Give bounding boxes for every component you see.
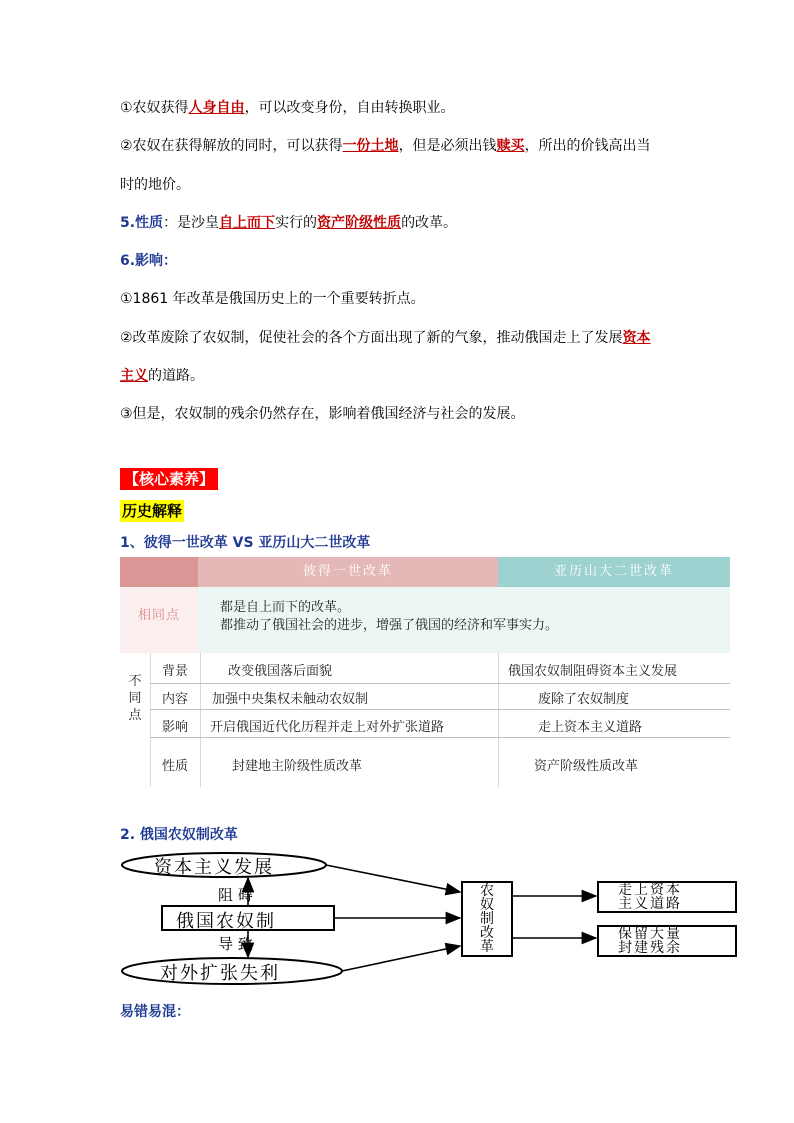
highlight: 资本 xyxy=(622,330,651,346)
header-alexander: 亚历山大二世改革 xyxy=(498,557,730,587)
divider xyxy=(498,653,499,787)
same-line-2: 都推动了俄国社会的进步，增强了俄国的经济和军事实力。 xyxy=(220,618,559,633)
text: ，但是必须出钱 xyxy=(398,138,497,154)
center-char: 制 xyxy=(480,911,494,927)
center-char: 改 xyxy=(480,925,494,941)
cell-peter: 封建地主阶级性质改革 xyxy=(232,759,363,774)
lower-relation: 导 致 xyxy=(218,935,253,953)
impact-2-cont xyxy=(120,366,204,386)
row-label: 影响 xyxy=(162,720,189,735)
comparison-table xyxy=(120,557,730,787)
center-char: 农 xyxy=(480,883,494,899)
paragraph-land xyxy=(120,136,651,156)
cell-alexander: 废除了农奴制度 xyxy=(538,692,630,707)
text: ②农奴在获得解放的同时，可以获得 xyxy=(120,138,343,154)
header-blank xyxy=(120,557,198,587)
section-2-title: 2. 俄国农奴制改革 xyxy=(120,827,238,843)
bottom-to-center xyxy=(342,946,460,971)
out2-line: 保留大量 xyxy=(618,926,682,942)
bottom-label: 对外扩张失利 xyxy=(160,963,280,984)
row-label: 性质 xyxy=(162,759,189,774)
diff-char: 同 xyxy=(128,691,142,706)
cell-peter: 加强中央集权未触动农奴制 xyxy=(212,692,369,707)
label: 5.性质 xyxy=(120,215,164,231)
diff-char: 点 xyxy=(128,708,142,723)
divider xyxy=(150,737,730,738)
top-to-center xyxy=(326,865,460,892)
same-row xyxy=(120,587,730,653)
out2-label xyxy=(618,927,682,955)
row-label: 背景 xyxy=(162,664,189,679)
highlight: 人身自由 xyxy=(188,100,245,116)
paragraph-land-cont: 时的地价。 xyxy=(120,177,190,193)
divider xyxy=(150,653,151,787)
center-char: 奴 xyxy=(480,897,494,913)
divider xyxy=(150,709,730,710)
center-char: 革 xyxy=(480,939,494,955)
impact-3: ③但是，农奴制的残余仍然存在，影响着俄国经济与社会的发展。 xyxy=(120,406,525,422)
highlight: 一份土地 xyxy=(342,138,399,154)
impact-2 xyxy=(120,328,651,348)
header-peter: 彼得一世改革 xyxy=(198,557,498,587)
diff-char: 不 xyxy=(128,674,142,689)
history-title: 历史解释 xyxy=(122,502,183,520)
highlight: 赎买 xyxy=(496,138,525,154)
divider xyxy=(200,653,201,787)
text: ：是沙皇 xyxy=(163,215,220,231)
text: 的改革。 xyxy=(401,215,458,231)
top-label: 资本主义发展 xyxy=(154,857,274,878)
text: 的道路。 xyxy=(148,368,204,384)
divider xyxy=(150,683,730,684)
upper-relation: 阻 碍 xyxy=(218,886,253,904)
text: ②改革废除了农奴制，促使社会的各个方面出现了新的气象，推动俄国走上了发展 xyxy=(120,330,623,346)
same-text xyxy=(220,599,558,635)
diff-label xyxy=(120,653,150,787)
text: 实行的 xyxy=(275,215,318,231)
text: ，可以改变身份，自由转换职业。 xyxy=(244,100,455,116)
out1-line: 走上资本 xyxy=(618,882,682,898)
section-1-title: 1、彼得一世改革 VS 亚历山大二世改革 xyxy=(120,535,371,551)
paragraph-nature xyxy=(120,213,457,233)
cell-alexander: 走上资本主义道路 xyxy=(538,720,643,735)
highlight: 自上而下 xyxy=(219,215,276,231)
cell-alexander: 俄国农奴制阻碍资本主义发展 xyxy=(508,664,678,679)
same-label: 相同点 xyxy=(120,587,198,653)
center-label xyxy=(473,884,501,954)
text: ，所出的价钱高出当 xyxy=(524,138,651,154)
out2-line: 封建残余 xyxy=(618,940,682,956)
row-label: 内容 xyxy=(162,692,189,707)
core-title: 【核心素养】 xyxy=(120,468,218,490)
cell-peter: 开启俄国近代化历程并走上对外扩张道路 xyxy=(210,720,445,735)
mid-label: 俄国农奴制 xyxy=(176,911,276,932)
out1-line: 主义道路 xyxy=(618,896,682,912)
text: ①农奴获得 xyxy=(120,100,189,116)
impact-1: ①1861 年改革是俄国历史上的一个重要转折点。 xyxy=(120,291,425,307)
easy-mistake-title: 易错易混： xyxy=(120,1004,190,1020)
cell-peter: 改变俄国落后面貌 xyxy=(228,664,333,679)
paragraph-freedom xyxy=(120,98,455,118)
serfdom-diagram xyxy=(118,850,742,990)
out1-label xyxy=(618,883,682,911)
impact-heading: 6.影响： xyxy=(120,253,178,269)
same-line-1: 都是自上而下的改革。 xyxy=(220,600,351,615)
cell-alexander: 资产阶级性质改革 xyxy=(534,759,639,774)
highlight: 主义 xyxy=(120,368,148,384)
highlight: 资产阶级性质 xyxy=(317,215,402,231)
